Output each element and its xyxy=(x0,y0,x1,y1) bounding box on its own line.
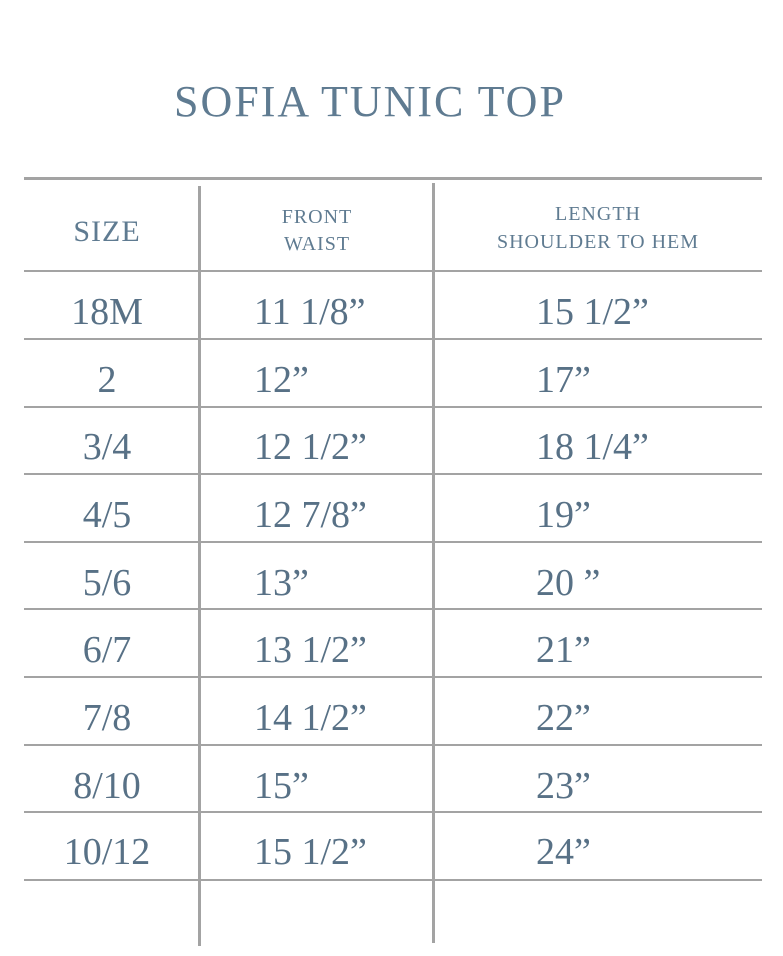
front-waist-cell: 13” xyxy=(254,562,309,604)
row-rule xyxy=(24,879,762,881)
row-rule xyxy=(24,338,762,340)
table-row xyxy=(24,818,762,886)
row-rule xyxy=(24,406,762,408)
row-rule xyxy=(24,541,762,543)
header-size: SIZE xyxy=(73,215,141,248)
length-cell: 20 ” xyxy=(536,562,601,604)
length-cell: 17” xyxy=(536,359,591,401)
length-cell: 23” xyxy=(536,765,591,807)
size-cell: 10/12 xyxy=(63,831,151,873)
table-row xyxy=(24,481,762,549)
size-cell: 6/7 xyxy=(82,629,132,671)
table-row xyxy=(24,684,762,752)
front-waist-cell: 12” xyxy=(254,359,309,401)
front-waist-cell: 12 1/2” xyxy=(254,426,367,468)
front-waist-cell: 14 1/2” xyxy=(254,697,367,739)
front-waist-cell: 12 7/8” xyxy=(254,494,367,536)
table-row xyxy=(24,752,762,820)
table-row xyxy=(24,413,762,481)
length-cell: 15 1/2” xyxy=(536,291,649,333)
header-front-line1: FRONT xyxy=(281,206,353,228)
header-length-line1: LENGTH xyxy=(555,203,641,225)
row-rule xyxy=(24,676,762,678)
header-length xyxy=(434,200,762,256)
size-cell: 5/6 xyxy=(82,562,132,604)
header-front-waist xyxy=(200,204,434,258)
table-row xyxy=(24,549,762,617)
front-waist-cell: 13 1/2” xyxy=(254,629,367,671)
size-cell: 18M xyxy=(71,291,143,333)
table-top-rule xyxy=(24,177,762,180)
size-cell: 7/8 xyxy=(82,697,132,739)
row-rule xyxy=(24,608,762,610)
row-rule xyxy=(24,811,762,813)
row-rule xyxy=(24,473,762,475)
size-cell: 3/4 xyxy=(82,426,132,468)
length-cell: 21” xyxy=(536,629,591,671)
size-cell: 2 xyxy=(97,359,117,401)
length-cell: 18 1/4” xyxy=(536,426,649,468)
table-row xyxy=(24,346,762,414)
size-cell: 8/10 xyxy=(73,765,141,807)
table-row xyxy=(24,278,762,346)
size-cell: 4/5 xyxy=(82,494,132,536)
header-length-line2: SHOULDER TO HEM xyxy=(496,231,700,253)
page-title: SOFIA TUNIC TOP xyxy=(174,77,566,126)
front-waist-cell: 15 1/2” xyxy=(254,831,367,873)
header-front-line2: WAIST xyxy=(283,233,351,255)
row-rule xyxy=(24,744,762,746)
front-waist-cell: 15” xyxy=(254,765,309,807)
length-cell: 22” xyxy=(536,697,591,739)
length-cell: 24” xyxy=(536,831,591,873)
table-row xyxy=(24,616,762,684)
header-bottom-rule xyxy=(24,270,762,272)
length-cell: 19” xyxy=(536,494,591,536)
front-waist-cell: 11 1/8” xyxy=(254,291,366,333)
